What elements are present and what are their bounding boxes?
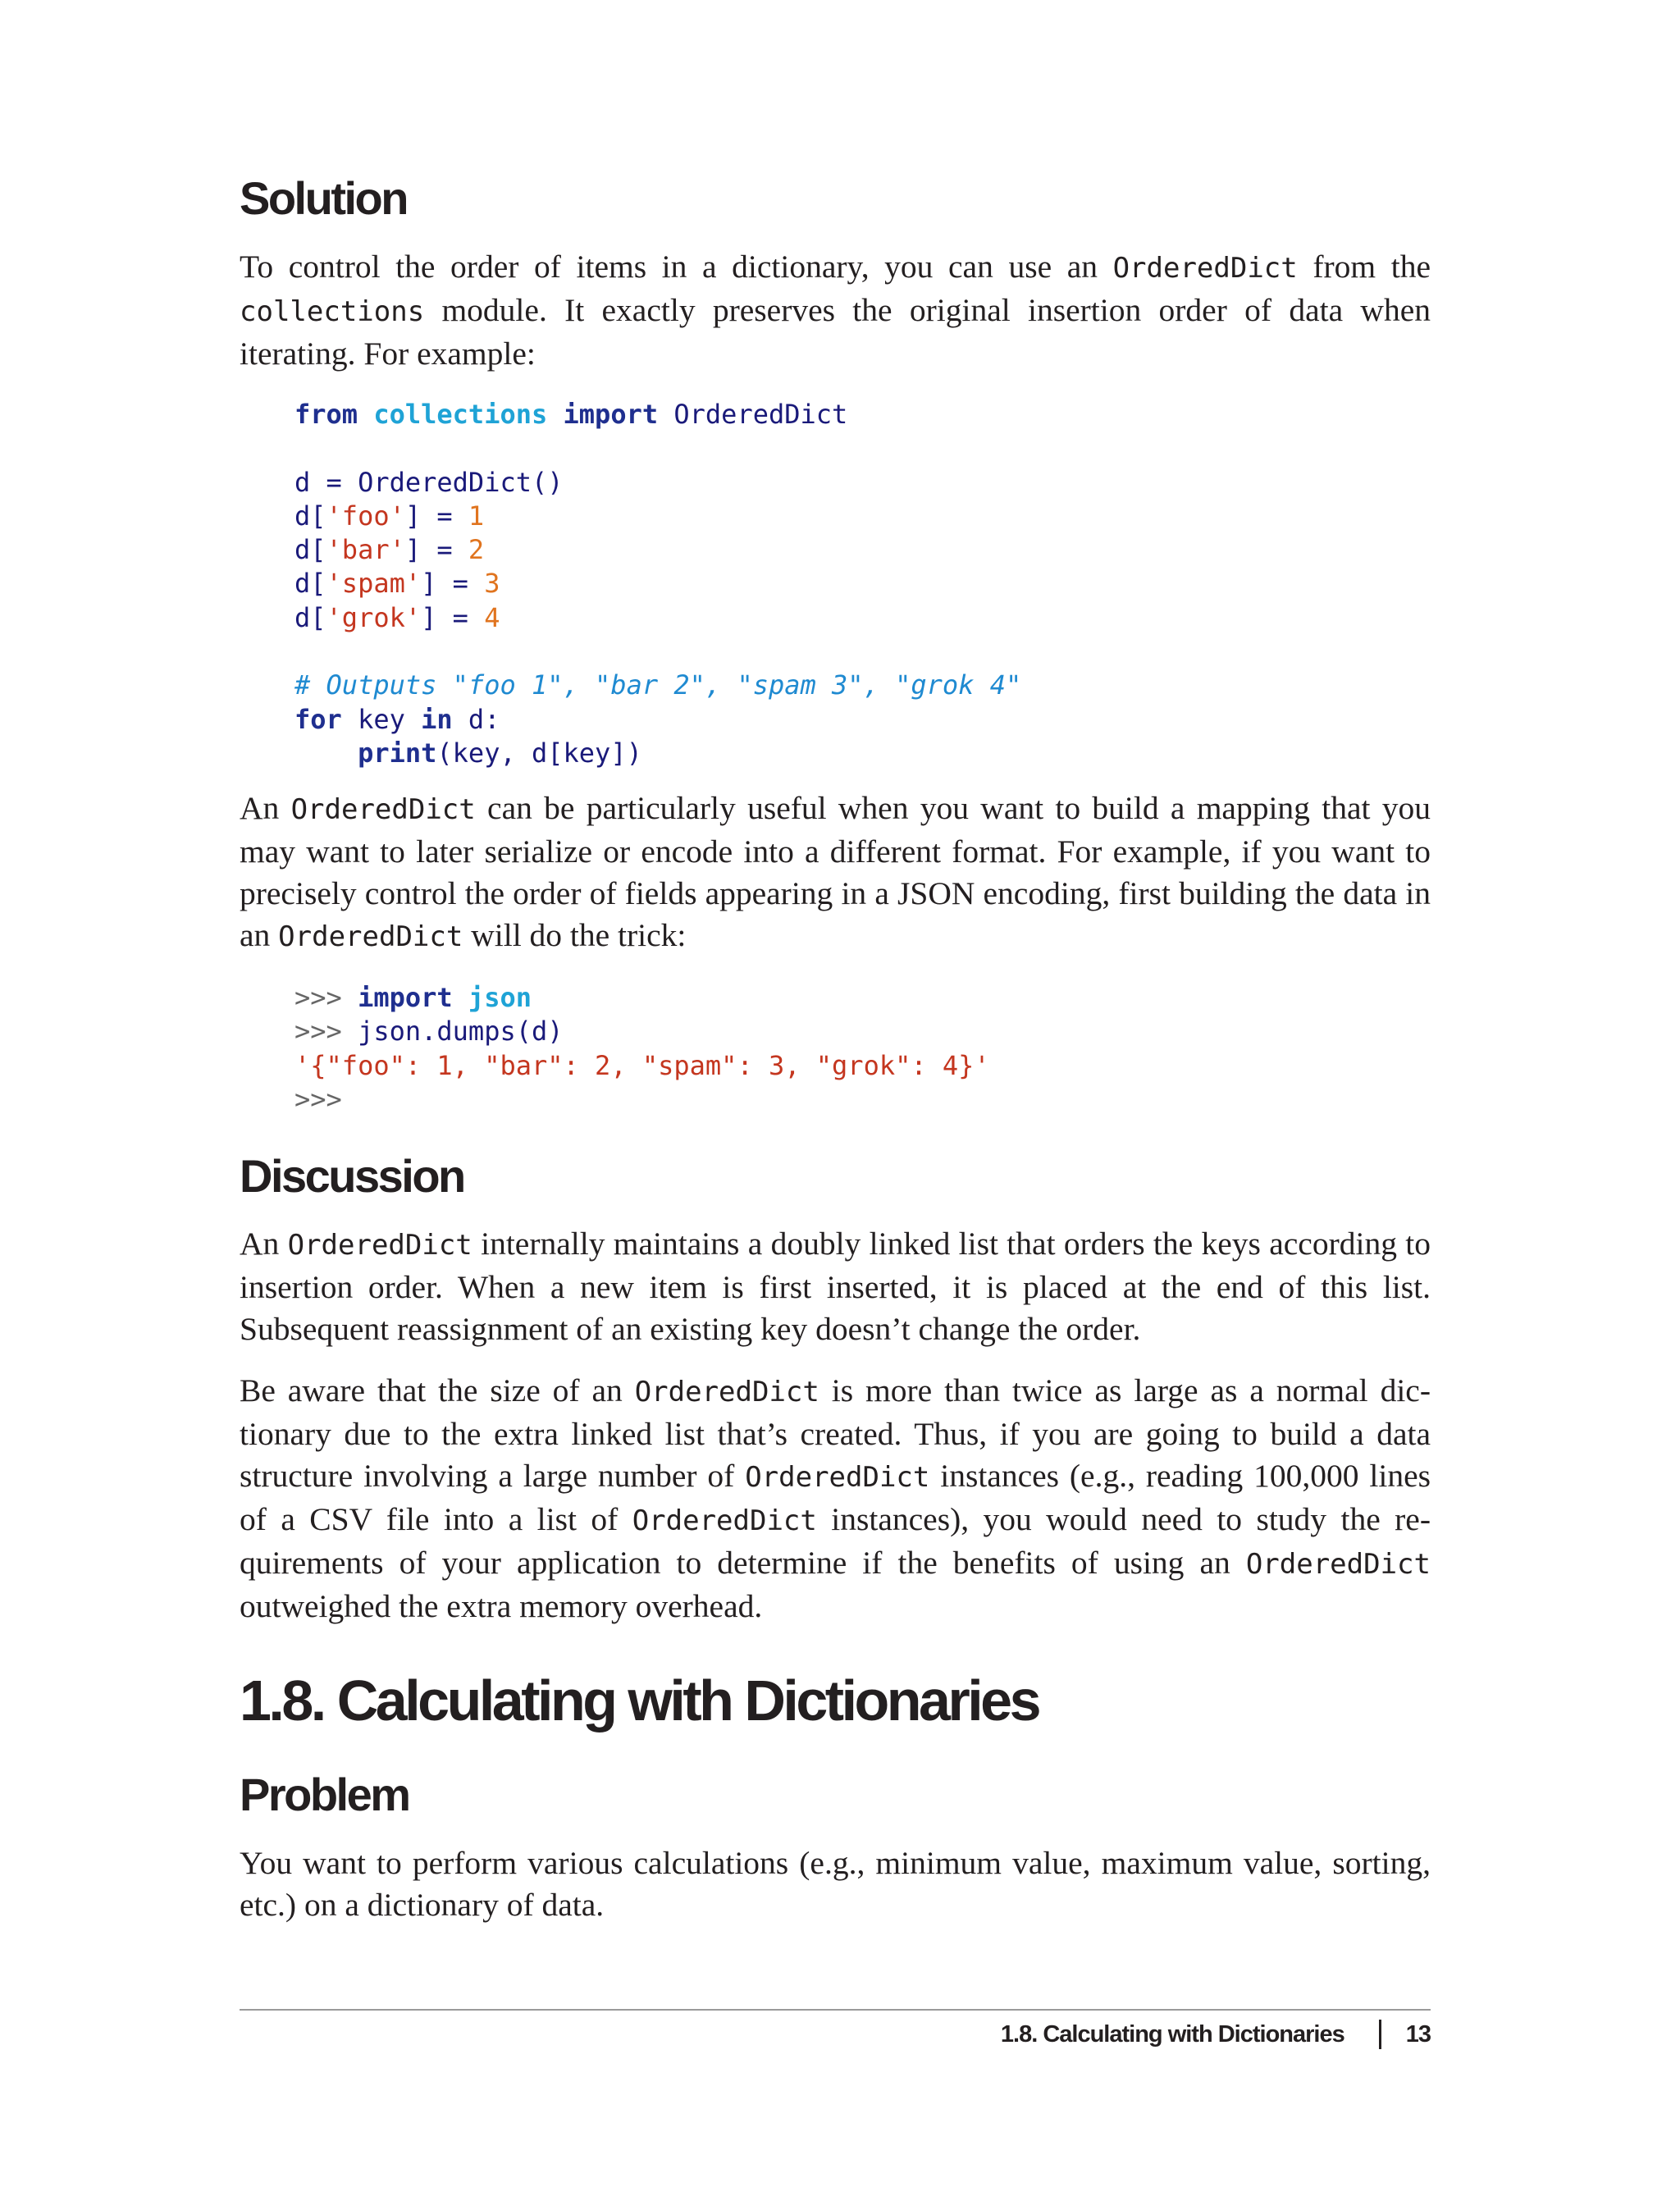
text-run: outweighed the extra memory overhead. <box>240 1588 763 1624</box>
code-line <box>294 1015 990 1048</box>
code-line-blank <box>294 431 1021 465</box>
code-line <box>294 601 1021 635</box>
code-line <box>294 500 1021 533</box>
inline-code: OrderedDict <box>632 1504 817 1537</box>
code-number: 4 <box>484 601 500 633</box>
code-keyword: for <box>294 703 342 735</box>
code-line <box>294 703 1021 737</box>
code-block-ordereddict <box>294 398 1021 770</box>
inline-code: OrderedDict <box>290 793 476 826</box>
text-run: An <box>240 790 291 826</box>
code-line <box>294 1049 990 1083</box>
text-run: is more than twice as large as a normal dictionary due to the extra linked list that’s created. Thus, if you are going to build a data structure involving a large number of <box>240 1372 1431 1494</box>
code-line-blank <box>294 635 1021 669</box>
solution-heading: Solution <box>240 172 407 224</box>
text-run: internally maintains a doubly linked list that orders the keys according to insertion order. When a new item is first inserted, it is placed at the end of this list. Subsequent reassignment of an existing key doesn’t change the order. <box>240 1226 1431 1347</box>
code-line <box>294 466 1021 500</box>
code-text: d[ <box>294 500 326 532</box>
code-text: ] = <box>421 568 485 600</box>
code-line <box>294 398 1021 431</box>
code-text: d[ <box>294 534 326 566</box>
book-page <box>240 0 1431 2205</box>
code-block-json <box>294 981 990 1116</box>
discussion-heading: Discussion <box>240 1150 464 1202</box>
inline-code: collections <box>240 295 425 328</box>
code-string: 'spam' <box>326 568 422 600</box>
code-text: key <box>341 703 422 735</box>
inline-code: OrderedDict <box>745 1461 930 1494</box>
inline-code: OrderedDict <box>1245 1548 1431 1581</box>
code-text: d[ <box>294 568 326 600</box>
discussion-paragraph-1 <box>240 1223 1431 1350</box>
running-title: 1.8. Calculating with Dictionaries <box>1000 2020 1344 2048</box>
code-keyword: from <box>294 399 358 430</box>
code-line <box>294 669 1021 702</box>
footer-separator <box>1379 2020 1381 2049</box>
code-string: '{"foo": 1, "bar": 2, "spam": 3, "grok": 4}' <box>294 1049 990 1081</box>
inline-code: OrderedDict <box>278 920 463 953</box>
code-text: d[ <box>294 601 326 633</box>
solution-intro-paragraph <box>240 246 1431 375</box>
code-number: 1 <box>468 500 485 532</box>
text-run: will do the trick: <box>463 917 687 953</box>
code-line <box>294 981 990 1015</box>
code-prompt: >>> <box>294 1016 358 1048</box>
text-run: can be particularly useful when you want to build a mapping that you may want to later serialize or encode into a different format. For example, if you want to precisely control the order of fields appearing in a JSON encoding, first building the data in an <box>240 790 1431 953</box>
problem-paragraph: You want to perform various calculations (e.g., minimum value, maximum value, sorting, etc.) on a dictionary of data. <box>240 1845 1431 1923</box>
code-number: 2 <box>468 534 485 566</box>
page-footer <box>1001 2020 1431 2049</box>
code-text: ] = <box>421 601 485 633</box>
code-comment: # Outputs "foo 1", "bar 2", "spam 3", "grok 4" <box>294 669 1022 701</box>
text-run: To control the order of items in a dictionary, you can use an <box>240 249 1113 285</box>
code-module: collections <box>373 399 548 430</box>
code-line <box>294 533 1021 567</box>
section-title: 1.8. Calculating with Dictionaries <box>240 1669 1039 1732</box>
code-keyword: import <box>358 982 453 1013</box>
text-run: from the <box>1297 249 1431 285</box>
inline-code: OrderedDict <box>634 1376 819 1408</box>
code-text: json.dumps(d) <box>358 1016 564 1048</box>
code-keyword: in <box>421 703 453 735</box>
code-text: d = OrderedDict() <box>294 466 564 498</box>
code-line <box>294 1083 990 1116</box>
text-run: Be aware that the size of an <box>240 1372 635 1408</box>
code-indent <box>294 737 358 769</box>
problem-heading: Problem <box>240 1769 409 1820</box>
text-run: An <box>240 1226 288 1262</box>
code-string: 'grok' <box>326 601 422 633</box>
code-number: 3 <box>484 568 500 600</box>
text-run: module. It exactly preserves the original insertion order of data when iterating. For example: <box>240 292 1431 372</box>
code-prompt: >>> <box>294 982 358 1013</box>
code-text: ] = <box>404 534 468 566</box>
text-run: instances), you would need to study the requirements of your application to determine if the benefits of using an <box>240 1501 1431 1581</box>
text-run: instances (e.g., reading 100,000 lines of a CSV file into a list of <box>240 1458 1431 1537</box>
code-module: json <box>468 982 532 1013</box>
code-text: (key, d[key]) <box>436 737 642 769</box>
inline-code: OrderedDict <box>1112 252 1298 285</box>
page-number: 13 <box>1405 2020 1431 2048</box>
code-prompt: >>> <box>294 1083 342 1115</box>
code-keyword: import <box>563 399 659 430</box>
code-line <box>294 567 1021 600</box>
code-text: ] = <box>404 500 468 532</box>
discussion-paragraph-2 <box>240 1370 1431 1628</box>
code-string: 'foo' <box>326 500 405 532</box>
code-name: OrderedDict <box>673 399 848 430</box>
code-line <box>294 737 1021 770</box>
footer-rule <box>240 2009 1431 2011</box>
code-string: 'bar' <box>326 534 405 566</box>
ordereddict-usefulness-paragraph <box>240 788 1431 958</box>
code-text: d: <box>452 703 500 735</box>
inline-code: OrderedDict <box>287 1229 472 1262</box>
code-keyword: print <box>358 737 437 769</box>
